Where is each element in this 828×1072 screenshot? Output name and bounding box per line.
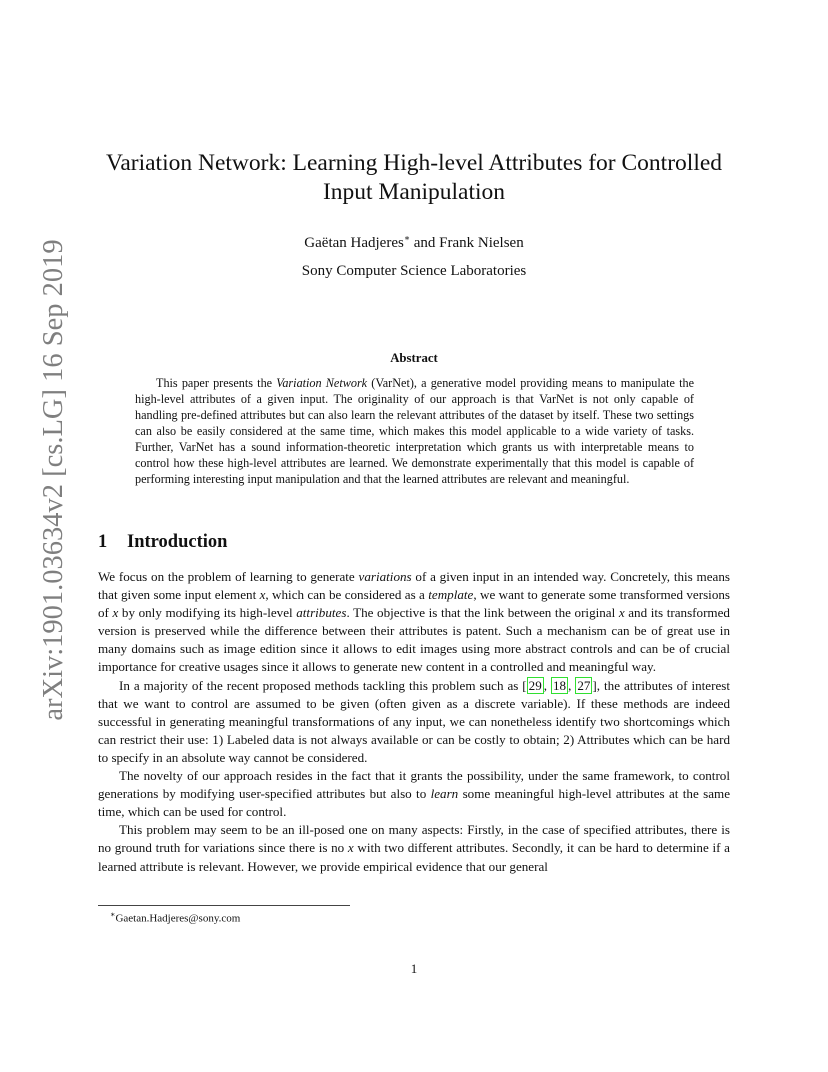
paragraph-3-text: The novelty of our approach resides in the fact that it grants the possibility, under the same framework, to control generations by modifying user-specified attributes but also to bbox=[98, 768, 730, 802]
paragraph-1-text: We focus on the problem of learning to generate bbox=[98, 569, 359, 584]
paragraph-1-text: by only modifying its high-level bbox=[118, 605, 297, 621]
title-line-2: Input Manipulation bbox=[322, 179, 506, 205]
emphasis-learn: learn bbox=[430, 786, 459, 802]
page-number: 1 bbox=[410, 961, 418, 976]
paragraph-3 bbox=[98, 767, 730, 821]
emphasis-variations: variations bbox=[358, 569, 412, 584]
math-x: x bbox=[347, 840, 354, 856]
math-x: x bbox=[112, 605, 119, 621]
affiliation: Sony Computer Science Laboratories bbox=[301, 263, 527, 279]
footnote-mark: ∗ bbox=[110, 910, 116, 919]
emphasis-template: template bbox=[428, 587, 474, 603]
abstract-text-a: This paper presents the bbox=[156, 376, 277, 390]
footnote-divider bbox=[98, 905, 350, 906]
abstract-body bbox=[135, 375, 694, 487]
math-x: x bbox=[618, 605, 625, 621]
footnote-email: Gaetan.Hadjeres@sony.com bbox=[115, 912, 241, 925]
section-number: 1 bbox=[98, 532, 108, 552]
abstract-text-b: (VarNet), a generative model providing means to manipulate the high-level attributes of a given input. The originality of our approach is that VarNet is not only capable of handling pre-defined attributes but can also learn the relevant attributes of the dataset by itself. These two settings can also be easily considered at the same time, which makes this model applicable to a wide variety of tasks. Further, VarNet has a sound information-theoretic interpretation which grants us with interpretable means to control how these high-level attributes are learned. We demonstrate experimentally that this model is capable of performing interesting input manipulation and that the learned attributes are relevant and meaningful. bbox=[135, 376, 694, 486]
arxiv-identifier: arXiv:1901.03634v2 [cs.LG] 16 Sep 2019 bbox=[38, 239, 69, 721]
author-second: Frank Nielsen bbox=[439, 235, 524, 251]
emphasis-attributes: attributes bbox=[296, 605, 347, 621]
author-first: Gaëtan Hadjeres bbox=[304, 235, 404, 251]
citation-separator: , bbox=[543, 677, 551, 693]
citation-link[interactable]: 29 bbox=[528, 677, 542, 693]
citation-link[interactable]: 27 bbox=[577, 677, 591, 693]
paragraph-2-text: In a majority of the recent proposed methods tackling this problem such as [ bbox=[119, 677, 527, 693]
math-x: x bbox=[259, 587, 266, 603]
paragraph-1-text: and its transformed version is preserved while the difference between their attributes is patent. Such a mechanism can be of great use in many domains such as image edition since it allows to edit images using more abstract controls and can be of crucial importance for creative usages since it allows to generate new content in a controlled and meaningful way. bbox=[98, 605, 730, 675]
citation-link[interactable]: 18 bbox=[553, 677, 567, 693]
paragraph-1-text: . The objective is that the link between the original bbox=[346, 605, 619, 621]
title-line-1: Variation Network: Learning High-level Attributes for Controlled bbox=[105, 150, 723, 176]
author-conjunction: and bbox=[409, 235, 440, 251]
paragraph-2 bbox=[98, 677, 730, 767]
author-footnote-mark: ∗ bbox=[403, 233, 410, 243]
paragraph-1-text: , which can be considered as a bbox=[265, 587, 429, 603]
authors bbox=[100, 229, 728, 252]
body-text bbox=[98, 568, 730, 876]
paragraph-1-text: , we want to generate some transformed versions of bbox=[98, 587, 731, 621]
paragraph-1 bbox=[98, 568, 730, 677]
paragraph-4 bbox=[98, 821, 730, 875]
paragraph-2-text: ], the attributes of interest that we want to control are assumed to be given (often given as a discrete variable). If these methods are indeed successful in generating meaningful transformations of any input, we can nonetheless identify two shortcomings which can restrict their use: 1) Labeled data is not always available or can be costly to obtain; 2) Attributes which can be hard to specify in an absolute way cannot be considered. bbox=[98, 677, 731, 765]
paragraph-4-text: with two different attributes. Secondly, it can be hard to determine if a learned attribute is relevant. However, we provide empirical evidence that our general bbox=[98, 840, 730, 874]
paragraph-4-text: This problem may seem to be an ill-posed one on many aspects: Firstly, in the case of specified attributes, there is no ground truth for variations since there is no bbox=[98, 822, 730, 856]
section-heading bbox=[98, 532, 227, 553]
abstract-emphasis: Variation Network bbox=[276, 376, 368, 390]
paragraph-3-text: some meaningful high-level attributes at the same time, which can be used for control. bbox=[98, 786, 731, 820]
footnote bbox=[110, 910, 240, 925]
paragraph-1-text: of a given input in an intended way. Concretely, this means that given some input element bbox=[98, 569, 731, 603]
paper-title bbox=[100, 149, 728, 207]
section-title: Introduction bbox=[127, 532, 228, 552]
abstract-heading: Abstract bbox=[390, 351, 438, 365]
citation-separator: , bbox=[568, 677, 576, 693]
